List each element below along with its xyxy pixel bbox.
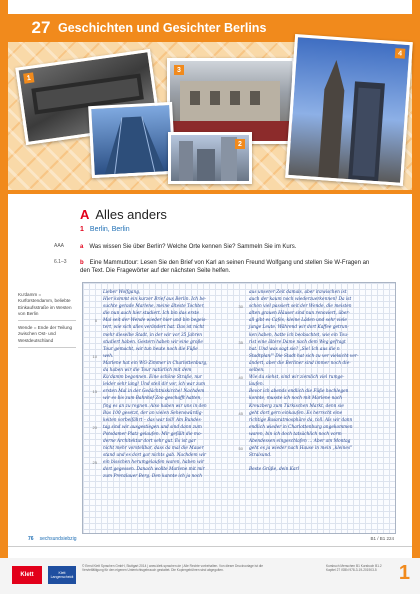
glossary-kudamm: Ku'damm = Kurfürstendamm, beliebte Einkaufsstraße im Westen von Berlin <box>18 292 76 321</box>
task-b-letter: b <box>80 260 84 266</box>
line-numbers-column-1: 5 10 15 20 25 <box>92 318 97 466</box>
imprint-reference: Kursbuch Menschen B1 Kursbuch B1.2 Kapitel 27 ISBN 978-3-19-201903-5 <box>326 564 382 573</box>
section-heading <box>80 207 167 222</box>
section-letter: A <box>80 207 90 222</box>
task-a <box>80 243 370 251</box>
line-numbers-column-2: 30 35 40 45 50 <box>238 304 243 452</box>
church-illustration <box>288 37 409 182</box>
glass-building-illustration <box>91 105 172 175</box>
task-a-letter: a <box>80 244 84 250</box>
exercise-title: Berlin, Berlin <box>89 226 130 233</box>
photo-tag-1: 1 <box>23 72 34 83</box>
orange-frame-left <box>0 0 8 558</box>
chapter-title: Geschichten und Gesichter Berlins <box>58 21 267 35</box>
klett-logo: Klett <box>12 566 42 584</box>
level-indicator: B1 / B1 224 <box>370 536 394 541</box>
exercise-number: 1 <box>80 226 84 233</box>
imprint-text: © Ernst Klett Sprachen GmbH, Stuttgart 2014 | www.klett-sprachen.de | Alle Rechte vorbehalten. Von dieser Druckvorlage ist die Vervielfältigung für den eigenen Unterrichtsgebrauch gestattet. Die Kopiergebühren sind abgegolten. <box>82 564 263 573</box>
page-number-word: sechsundsiebzig <box>39 536 77 542</box>
letter-column-1: Lieber Wolfgang, Hier kommt ein kurzer Brief aus Berlin. Ich be- suchte gerade Marlene, meine älteste Tochter, die nun auch hier studiert. Ich bin das erste Mal seit der Wende wieder hier und bin begeis- tert, wie sich alles verändert hat. Das ist nicht mehr dieselbe Stadt, in der wir vor 35 Jahren studiert haben. Gestern haben wir eine große Tour gemacht, wir tun heute noch die Füße weh. Marlene hat ein WG-Zimmer in Charlottenburg, da haben wir die Tour natürlich mit dem Ku'damm begonnen. Eine schöne Straße, nur leider sehr lang! Und steil dir vor, ich war zum ersten Mal in der Gedächtniskirche! Nachdem wir es bis zum Bahnhof Zoo geschafft hatten, fing es an zu regnen. Also haben wir uns in den Bus 100 gesetzt, der an vielen Sehenswürdig- keiten vorbeifährt – das war toll! Am Bundes- tag sind wir ausgestiegen und sind dann zum Potsdamer Platz gelaufen. Mir gefällt die mo- derne Architektur dort sehr gut. Es ist gar nicht mehr vorstellbar, dass da mal die Mauer stand und es dort gar nichts gab. Nachdem wir ein bisschen herumgelaufen waren, haben wir dort gegessen. Danach wollte Marlene mit mir zum Prenzlauer Berg. Den kannte ich ja noch <box>103 290 208 480</box>
letter-column-2: aus unserer Zeit damals, aber inzwischen ist auch der kaum noch wiederzuerkennen! Da ist schon viel passiert seit der Wende, die meisten alten grauen Häuser sind nun renoviert, über- all gibt es Cafés, kleine Läden und sehr viele junge Leute. Während wir dort Kaffee getrun- ken haben, hatte ich beobachtet, wie ein Tou- rist eine ältere Dame nach dem Weg gefragt hat. Und was sagt sie? „Sie! Ich aus die n Stadtplan!" Die Stadt hat sich zu ver vielsicht ver- ändert, aber die Berliner sind immer noch die- selben. Wie du siehst, sind wir ziemlich viel rumge- laufen. Bevor ich abends endlich die Füße hochlegen konnte, musste ich noch mit Marlene nach Kreuzberg zum Türkischen Markt, denn sie geht dort gern einkaufen. Es herrscht eine richtige Basaratmosphäre da, toll. Als wir dann endlich wieder in Charlottenburg angekommen waren, bin ich doch tatsächlich noch vorm Abendessen eingeschlafen … Aber am Montag geht es ja wieder nach Hause in mein „kleines" Stralsund. Beste Grüße, dein Karl <box>249 290 359 473</box>
glossary-sidebar <box>18 292 76 352</box>
photo-potsdamer-platz <box>168 132 252 184</box>
photo-memorial-church <box>285 34 413 186</box>
task-b <box>80 259 370 275</box>
task-a-text: Was wissen Sie über Berlin? Welche Orte kennen Sie? Sammeln Sie im Kurs. <box>89 244 297 250</box>
group-work-icon: AAA <box>54 243 65 249</box>
workbook-reference-icon: 6.1–3 <box>54 259 67 265</box>
letter-text-box <box>82 282 396 534</box>
page-number: 76 <box>28 536 34 542</box>
exercise-heading <box>80 226 130 233</box>
photo-tag-3: 3 <box>174 65 184 75</box>
orange-frame-right <box>412 0 420 558</box>
glossary-wende: Wende = Ende der Teilung zwischen Ost- und Westdeutschland <box>18 325 76 348</box>
chapter-number: 27 <box>31 18 51 37</box>
klett-langenscheidt-logo: Klett Langenscheidt <box>48 566 76 584</box>
page-footer-left <box>28 536 77 542</box>
building-illustration <box>170 61 292 141</box>
photo-tag-2: 2 <box>235 139 245 149</box>
photo-modern-glass-building <box>88 102 176 178</box>
footer-divider <box>8 546 412 547</box>
task-b-text: Eine Mammuttour: Lesen Sie den Brief von Karl an seinen Freund Wolfgang und stellen Sie W-Fragen an den Text. Die Fragewörter auf der nächsten Seite helfen. <box>80 260 370 274</box>
photo-tag-4: 4 <box>395 48 406 59</box>
section-title: Alles anders <box>95 207 167 222</box>
copy-template-number: 1 <box>398 562 410 584</box>
